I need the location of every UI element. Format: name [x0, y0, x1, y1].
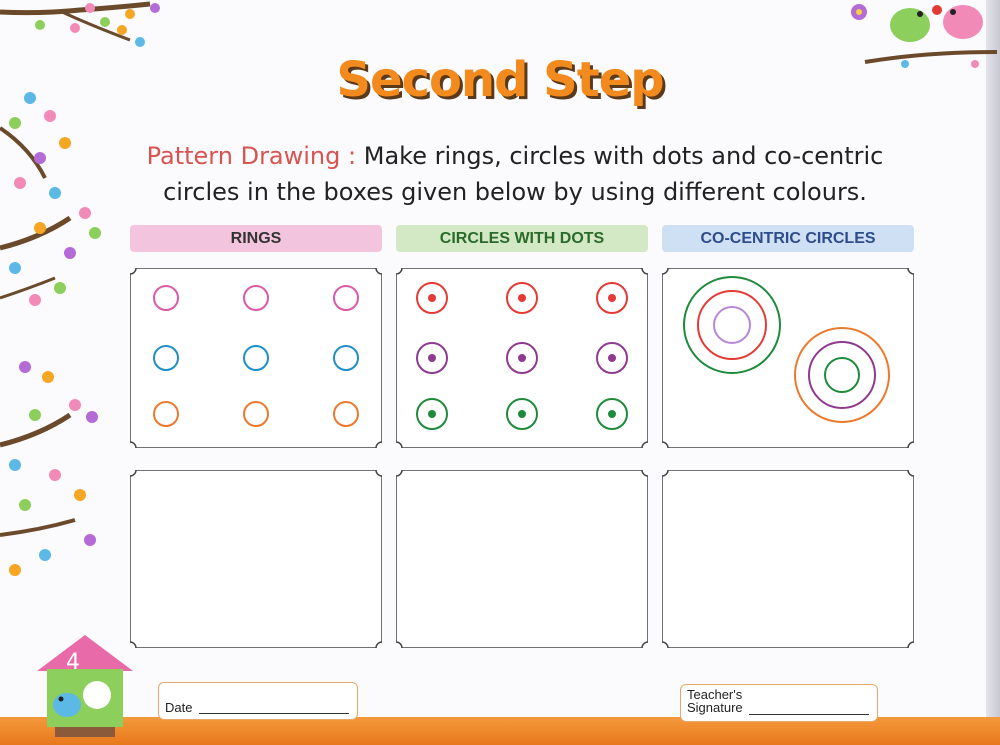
dotted-circle-dot	[608, 354, 616, 362]
instructions-line-1: Make rings, circles with dots and co-centric	[363, 142, 884, 170]
page-edge	[986, 0, 1000, 745]
dotted-circle-dot	[428, 294, 436, 302]
dotted-circle-dot	[518, 410, 526, 418]
heart-tree-left-lower-icon	[0, 355, 110, 580]
page-number: 4	[66, 650, 80, 675]
dotted-circle-dot	[518, 354, 526, 362]
instructions-line-2: circles in the boxes given below by using different colours.	[163, 178, 867, 206]
signature-label: Teacher's Signature	[687, 687, 743, 715]
co-centric-circles-header: CO-CENTRIC CIRCLES	[662, 225, 914, 252]
instructions-label: Pattern Drawing :	[146, 142, 357, 170]
birdhouse-icon	[35, 633, 135, 745]
circles-with-dots-example-box	[396, 268, 648, 448]
instructions	[110, 138, 920, 210]
circles-with-dots-header: CIRCLES WITH DOTS	[396, 225, 648, 252]
dotted-circle-dot	[518, 294, 526, 302]
co-centric-example-box	[662, 268, 914, 448]
signature-line	[749, 714, 869, 715]
tree-branch-top-left-icon	[0, 0, 175, 55]
circles-with-dots-practice-box[interactable]	[396, 470, 648, 648]
dotted-circle-dot	[428, 410, 436, 418]
rings-example-box	[130, 268, 382, 448]
rings-practice-box[interactable]	[130, 470, 382, 648]
dotted-circle-dot	[608, 294, 616, 302]
teacher-signature-field[interactable]	[680, 684, 878, 722]
rings-header: RINGS	[130, 225, 382, 252]
co-centric-practice-box[interactable]	[662, 470, 914, 648]
page-title: Second Step	[336, 52, 664, 108]
date-label: Date	[165, 700, 193, 715]
heart-tree-left-upper-icon	[0, 88, 110, 313]
dotted-circle-dot	[608, 410, 616, 418]
dotted-circle-dot	[428, 354, 436, 362]
date-field[interactable]	[158, 682, 358, 720]
date-line	[199, 713, 349, 714]
